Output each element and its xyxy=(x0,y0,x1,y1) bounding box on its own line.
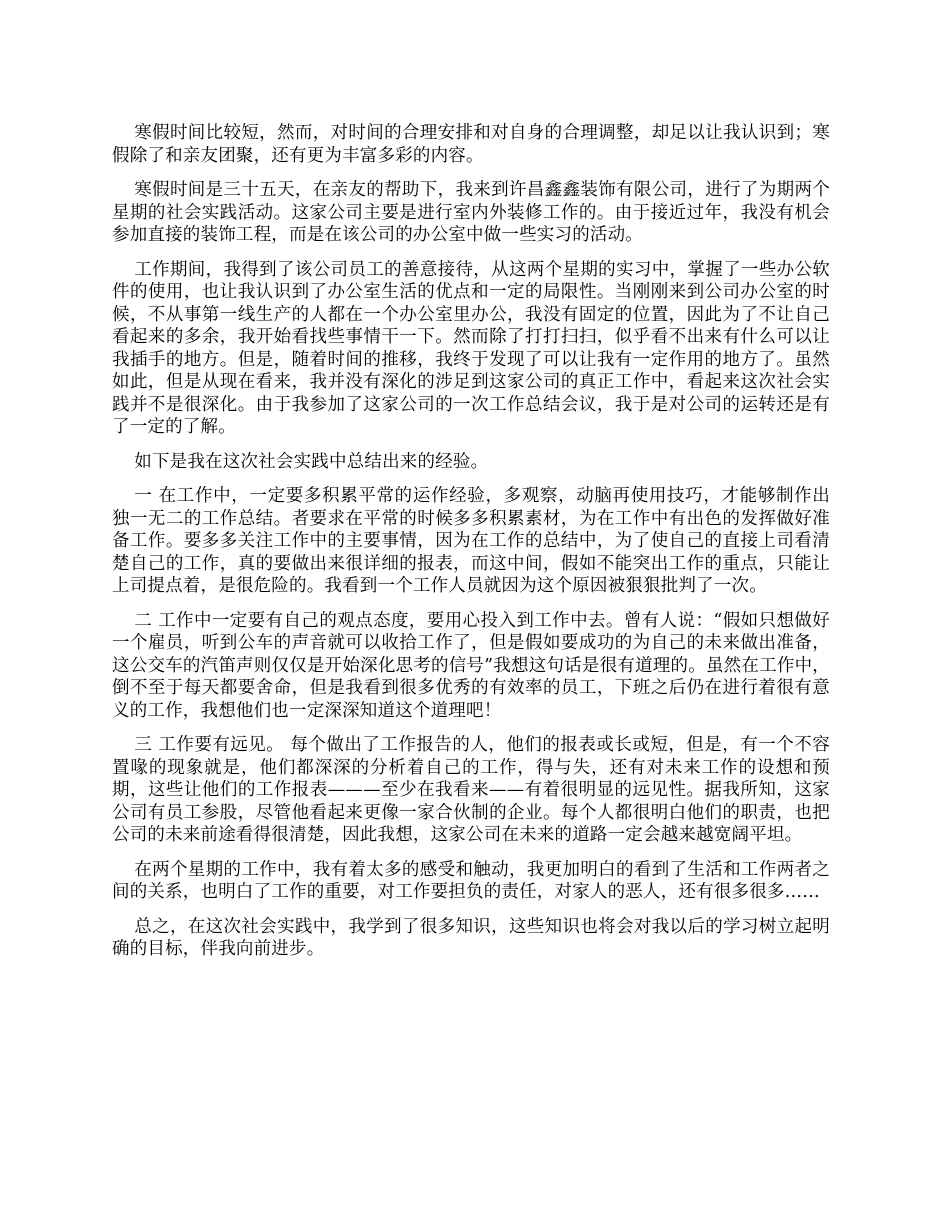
paragraph-point-two: 二 工作中一定要有自己的观点态度，要用心投入到工作中去。曾有人说：“假如只想做好一个雇员，听到公车的声音就可以收拾工作了，但是假如要成功的为自己的未来做出准备，这公交车的汽笛声则仅仅是开始深化思考的信号”我想这句话是很有道理的。虽然在工作中，倒不至于每天都要舍命，但是我看到很多优秀的有效率的员工，下班之后仍在进行着很有意义的工作，我想他们也一定深深知道这个道理吧！ xyxy=(112,610,830,721)
paragraph-work-period: 工作期间，我得到了该公司员工的善意接待，从这两个星期的实习中，掌握了一些办公软件的使用，也让我认识到了办公室生活的优点和一定的局限性。当刚刚来到公司办公室的时候，不从事第一线生产的人都在一个办公室里办公，我没有固定的位置，因此为了不让自己看起来的多余，我开始看找些事情干一下。然而除了打打扫扫，似乎看不出来有什么可以让我插手的地方。但是，随着时间的推移，我终于发现了可以让我有一定作用的地方了。虽然如此，但是从现在看来，我并没有深化的涉足到这家公司的真正工作中，看起来这次社会实践并不是很深化。由于我参加了这家公司的一次工作总结会议，我于是对公司的运转还是有了一定的了解。 xyxy=(112,259,830,437)
document-body xyxy=(112,122,830,973)
paragraph-background: 寒假时间是三十五天，在亲友的帮助下，我来到许昌鑫鑫装饰有限公司，进行了为期两个星期的社会实践活动。这家公司主要是进行室内外装修工作的。由于接近过年，我没有机会参加直接的装饰工程，而是在该公司的办公室中做一些实习的活动。 xyxy=(112,180,830,245)
paragraph-experience-heading: 如下是我在这次社会实践中总结出来的经验。 xyxy=(134,451,489,472)
paragraph-reflection: 在两个星期的工作中，我有着太多的感受和触动，我更加明白的看到了生活和工作两者之间的关系，也明白了工作的重要，对工作要担负的责任，对家人的恶人，还有很多很多…… xyxy=(112,859,830,902)
paragraph-conclusion: 总之，在这次社会实践中，我学到了很多知识，这些知识也将会对我以后的学习树立起明确的目标，伴我向前进步。 xyxy=(112,916,830,959)
paragraph-intro: 寒假时间比较短，然而，对时间的合理安排和对自身的合理调整，却足以让我认识到；寒假除了和亲友团聚，还有更为丰富多彩的内容。 xyxy=(112,123,830,166)
paragraph-point-three: 三 工作要有远见。 每个做出了工作报告的人，他们的报表或长或短，但是，有一个不容置喙的现象就是，他们都深深的分析着自己的工作，得与失，还有对未来工作的设想和预期，这些让他们的工作报表———至少在我看来——有着很明显的远见性。据我所知，这家公司有员工参股，尽管他看起来更像一家合伙制的企业。每个人都很明白他们的职责，也把公司的未来前途看得很清楚，因此我想，这家公司在未来的道路一定会越来越宽阔平坦。 xyxy=(112,735,830,845)
paragraph-point-one: 一 在工作中，一定要多积累平常的运作经验，多观察，动脑再使用技巧，才能够制作出独一无二的工作总结。者要求在平常的时候多多积累素材，为在工作中有出色的发挥做好准备工作。要多多关注工作中的主要事情，因为在工作的总结中，为了使自己的直接上司看清楚自己的工作，真的要做出来很详细的报表，而这中间，假如不能突出工作的重点，只能让上司提点着，是很危险的。我看到一个工作人员就因为这个原因被狠狠批判了一次。 xyxy=(112,486,830,596)
